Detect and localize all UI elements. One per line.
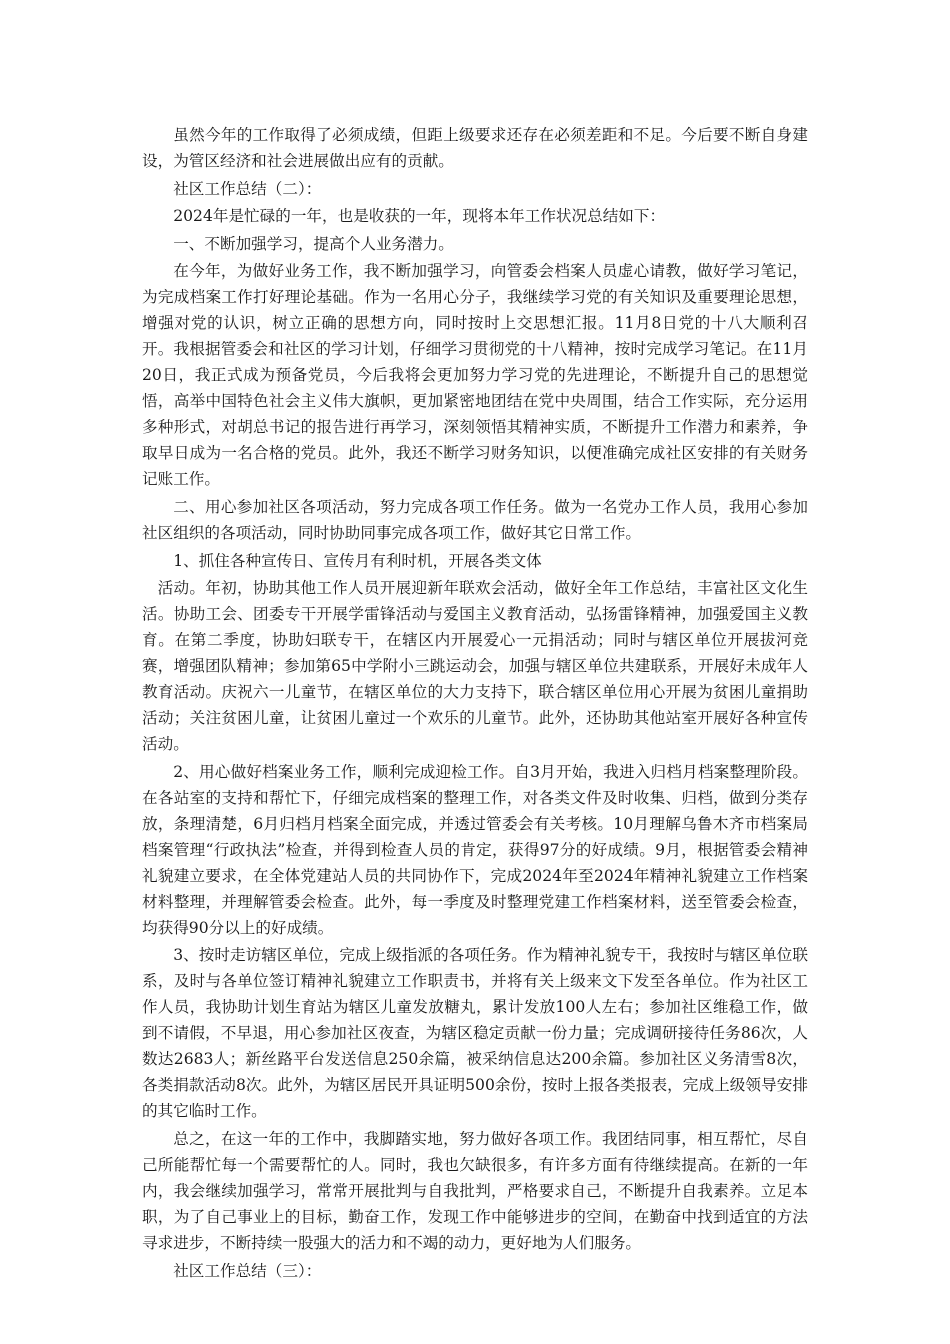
section-title-summary-two: 社区工作总结（二）： xyxy=(173,179,322,198)
paragraph-conclusion: 总之，在这一年的工作中，我脚踏实地，努力做好各项工作。我团结同事，相互帮忙，尽自己所能帮忙每一个需要帮忙的人。同时，我也欠缺很多，有许多方面有待继续提高。在新的一年内，我会继续加强学习，常常开展批判与自我批判，严格要求自己，不断提升自我素养。立足本职，为了自己事业上的目标，勤奋工作，发现工作中能够进步的空间，在勤奋中找到适宜的方法寻求进步，不断持续一股强大的活力和不竭的动力，更好地为人们服务。 xyxy=(142,1129,808,1252)
document-body xyxy=(142,122,808,1285)
subheading-publicity: 1、抓住各种宣传日、宣传月有利时机，开展各类文体 xyxy=(173,551,542,570)
paragraph-visits: 3、按时走访辖区单位，完成上级指派的各项任务。作为精神礼貌专干，我按时与辖区单位联系，及时与各单位签订精神礼貌建立工作职责书，并将有关上级来文下发至各单位。作为社区工作人员，我协助计划生育站为辖区儿童发放糖丸，累计发放100人左右；参加社区维稳工作，做到不请假，不早退，用心参加社区夜查，为辖区稳定贡献一份力量；完成调研接待任务86次，人数达2683人；新丝路平台发送信息250余篇，被采纳信息达200余篇。参加社区义务清雪8次，各类捐款活动8次。此外，为辖区居民开具证明500余份，按时上报各类报表，完成上级领导安排的其它临时工作。 xyxy=(142,946,808,1121)
paragraph-study: 在今年，为做好业务工作，我不断加强学习，向管委会档案人员虚心请教，做好学习笔记，为完成档案工作打好理论基础。作为一名用心分子，我继续学习党的有关知识及重要理论思想，增强对党的认识，树立正确的思想方向，同时按时上交思想汇报。11月8日党的十八大顺利召开。我根据管委会和社区的学习计划，仔细学习贯彻党的十八精神，按时完成学习笔记。在11月20日，我正式成为预备党员，今后我将会更加努力学习党的先进理论，不断提升自己的思想觉悟，高举中国特色社会主义伟大旗帜，更加紧密地团结在党中央周围，结合工作实际，充分运用多种形式，对胡总书记的报告进行再学习，深刻领悟其精神实质，不断提升工作潜力和素养，争取早日成为一名合格的党员。此外，我还不断学习财务知识，以便准确完成社区安排的有关财务记账工作。 xyxy=(142,262,808,489)
paragraph-intro: 2024年是忙碌的一年，也是收获的一年，现将本年工作状况总结如下： xyxy=(173,207,666,226)
paragraph-closing-remarks: 虽然今年的工作取得了必须成绩，但距上级要求还存在必须差距和不足。今后要不断自身建设，为管区经济和社会进展做出应有的贡献。 xyxy=(142,126,808,170)
heading-activities: 二、用心参加社区各项活动，努力完成各项工作任务。做为一名党办工作人员，我用心参加社区组织的各项活动，同时协助同事完成各项工作，做好其它日常工作。 xyxy=(142,497,808,542)
heading-study: 一、不断加强学习，提高个人业务潜力。 xyxy=(173,234,454,253)
paragraph-archives: 2、用心做好档案业务工作，顺利完成迎检工作。自3月开始，我进入归档月档案整理阶段。在各站室的支持和帮忙下，仔细完成档案的整理工作，对各类文件及时收集、归档，做到分类存放，条理清楚，6月归档月档案全面完成，并透过管委会有关考核。10月理解乌鲁木齐市档案局档案管理“行政执法”检查，并得到检查人员的肯定，获得97分的好成绩。9月，根据管委会精神礼貌建立要求，在全体党建站人员的共同协作下，完成2024年至2024年精神礼貌建立工作档案材料整理，并理解管委会检查。此外，每一季度及时整理党建工作档案材料，送至管委会检查，均获得90分以上的好成绩。 xyxy=(142,762,808,937)
section-title-summary-three: 社区工作总结（三）： xyxy=(173,1261,322,1280)
paragraph-publicity: 活动。年初，协助其他工作人员开展迎新年联欢会活动，做好全年工作总结，丰富社区文化生活。协助工会、团委专干开展学雷锋活动与爱国主义教育活动，弘扬雷锋精神，加强爱国主义教育。在第二季度，协助妇联专干，在辖区内开展爱心一元捐活动；同时与辖区单位开展拔河竞赛，增强团队精神；参加第65中学附小三跳运动会，加强与辖区单位共建联系，开展好未成年人教育活动。庆祝六一儿童节，在辖区单位的大力支持下，联合辖区单位用心开展为贫困儿童捐助活动；关注贫困儿童，让贫困儿童过一个欢乐的儿童节。此外，还协助其他站室开展好各种宣传活动。 xyxy=(142,579,808,754)
